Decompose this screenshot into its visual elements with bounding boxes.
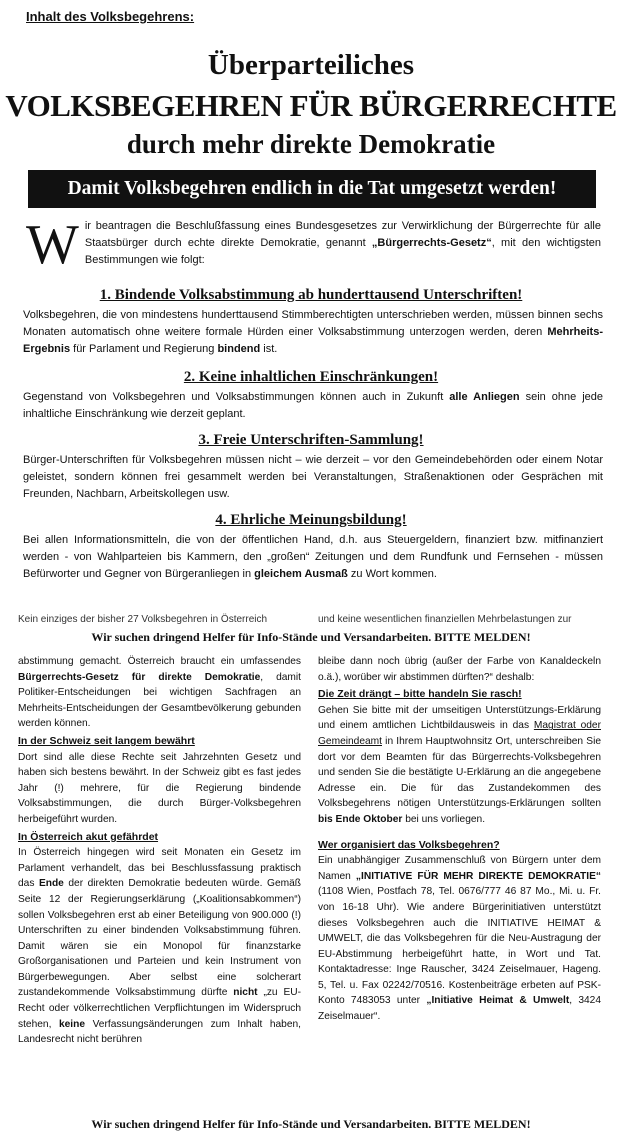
left-paragraph-2: Dort sind alle diese Rechte seit Jahrzehnten Gesetz und haben sich bestens bewährt. In der Schweiz gibt es fast jedes Jahr (!) mehrere, für die Regierung bindende Volksabstimmungen, die durch Bürger-Volksbegehren herbeigeführt wurden. (18, 751, 301, 825)
section-4-heading: 4. Ehrliche Meinungsbildung! (215, 512, 407, 528)
section-3-text: Bürger-Unterschriften für Volksbegehren müssen nicht – wie derzeit – vor den Gemeindebehörden oder einem Notar geleistet, sondern können frei gesammelt werden bei Veranstaltungen, Straßenaktionen oder Gesprächen mit Freunden, Nachbarn, Arbeitskollegen usw. (23, 454, 603, 500)
title-line-3: durch mehr direkte Demokratie (126, 129, 496, 159)
section-3-heading: 3. Freie Unterschriften-Sammlung! (198, 432, 424, 448)
left-paragraph-1: abstimmung gemacht. Österreich braucht ein umfassendes Bürgerrechts-Gesetz für direkte Demokratie, damit Politiker-Entscheidungen bei wichtigen Sachfragen an Mehrheits-Entscheidungen der Gesamtbevölkerung gebunden werden können. (18, 656, 301, 730)
right-paragraph-2: Gehen Sie bitte mit der umseitigen Unterstützungs-Erklärung und einem amtlichen Lichtbildausweis in das Magistrat oder Gemeindeamt in Ihrem Hauptwohnsitz Ort, unterschreiben Sie dort vor dem Beamten für das Bürgerrechts-Volksbegehren und senden Sie die bestätigte U-Erklärung an die angegebene Adresse ein. Die für das Zustandekommen des Volksbegehrens nötigen Unterstützungs-Erklärungen sollten bis Ende Oktober bei uns vorliegen. (318, 704, 601, 825)
cut-off-line (18, 612, 608, 626)
banner: Damit Volksbegehren endlich in die Tat umgesetzt werden! (28, 170, 596, 208)
intro-text-end: , mit den wichtigsten Bestimmungen wie folgt: (84, 237, 601, 266)
heading-switzerland: In der Schweiz seit langem bewährt (18, 734, 195, 747)
intro-text: ir beantragen die Beschlußfassung eines Bundesgesetzes zur Verwirklichung der Bürgerrechte für alle Staatsbürger durch echte direkte Demokratie, genannt (84, 220, 601, 249)
right-column (318, 654, 601, 1025)
header-label: Inhalt des Volksbegehrens: (26, 9, 195, 24)
title-line-2: VOLKSBEGEHREN FÜR BÜRGERRECHTE (5, 88, 617, 123)
intro-law-name: „Bürgerrechts-Gesetz“ (371, 237, 492, 249)
helper-notice-top: Wir suchen dringend Helfer für Info-Stände und Versandarbeiten. BITTE MELDEN! (91, 630, 531, 644)
right-paragraph-3: Ein unabhängiger Zusammenschluß von Bürgern unter dem Namen „INITIATIVE FÜR MEHR DIREKTE DEMOKRATIE“ (1108 Wien, Postfach 78, Tel. 0676/777 46 87 Mo., Mi. u. Fr. von 16-18 Uhr). Wie andere Bürgerinitiativen unterstützt dieses Volksbegehren auch die INITIATIVE HEIMAT & UMWELT, die das Volksbegehren für die Neu-Austragung der EU-Abstimmung herbeigeführt hatte, in Wort und Tat. Kontaktadresse: Inge Rauscher, 3424 Zeiselmauer, Hageng. 5, Tel. u. Fax 02242/70516. Kostenbeiträge erbeten auf PSK-Konto 7483053 unter „Initiative Heimat & Umwelt, 3424 Zeiselmauer“. (318, 855, 602, 1023)
intro-paragraph (26, 214, 601, 276)
cut-off-right: und keine wesentlichen finanziellen Mehrbelastungen zur (318, 614, 572, 625)
heading-austria: In Österreich akut gefährdet (18, 830, 159, 843)
left-column (18, 654, 301, 1048)
dropcap: W (26, 214, 79, 276)
section-2-heading: 2. Keine inhaltlichen Einschränkungen! (183, 369, 439, 385)
section-4-text: Bei allen Informationsmitteln, die von der öffentlichen Hand, d.h. aus Steuergeldern, finanziert bzw. mitfinanziert werden - von Wahlparteien bis Kammern, den „großen“ Zeitungen und dem Rundfunk und Fernsehen - müssen Befürworter und Gegner von Bürgeranliegen in gleichem Ausmaß zu Wort kommen. (23, 534, 603, 580)
section-2-text: Gegenstand von Volksbegehren und Volksabstimmungen können auch in Zukunft alle Anliegen sein ohne jede inhaltliche Einschränkung wie derzeit geplant. (23, 391, 603, 420)
section-1-text: Volksbegehren, die von mindestens hunderttausend Stimmberechtigten unterschrieben werden, müssen binnen sechs Monaten automatisch ohne weitere formale Hürden einer Volksabstimmung unterzogen werden, deren Mehrheits-Ergebnis für Parlament und Regierung bindend ist. (23, 309, 603, 355)
right-paragraph-1: bleibe dann noch übrig (außer der Farbe von Kanaldeckeln o.ä.), worüber wir abstimmen dürften?“ deshalb: (318, 656, 601, 683)
section-1-heading: 1. Bindende Volksabstimmung ab hunderttausend Unterschriften! (99, 287, 523, 303)
heading-organizer: Wer organisiert das Volksbegehren? (318, 838, 500, 851)
cut-off-left: Kein einziges der bisher 27 Volksbegehren in Österreich (18, 614, 268, 625)
left-paragraph-3: In Österreich hingegen wird seit Monaten ein Gesetz im Parlament verhandelt, das bei Beschlussfassung praktisch das Ende der direkten Demokratie bedeuten würde. Gemäß Seite 12 der Regierungserklärung („Koalitionsabkommen“) sollen Volksbegehren erst ab einer Beteiligung von 900.000 (!) Unterschriften zu einer bindenden Volksabstimmung führen. Damit wären sie ein Monopol für finanzstarke Großorganisationen und Parteien und kein Instrument von Bürgerbewegungen. Aber selbst eine solcherart zustandekommende Volksabstimmung dürfte nicht „zu EU-Recht oder völkerrechtlichen Verpflichtungen im Widerspruch stehen, keine Verfassungsänderungen zum Inhalt haben, Landesrecht nicht berühren (18, 847, 302, 1046)
heading-time-pressing: Die Zeit drängt – bitte handeln Sie rasch! (318, 688, 522, 701)
helper-notice-bottom: Wir suchen dringend Helfer für Info-Stände und Versandarbeiten. BITTE MELDEN! (91, 1117, 531, 1131)
title-line-1: Überparteiliches (207, 49, 415, 81)
